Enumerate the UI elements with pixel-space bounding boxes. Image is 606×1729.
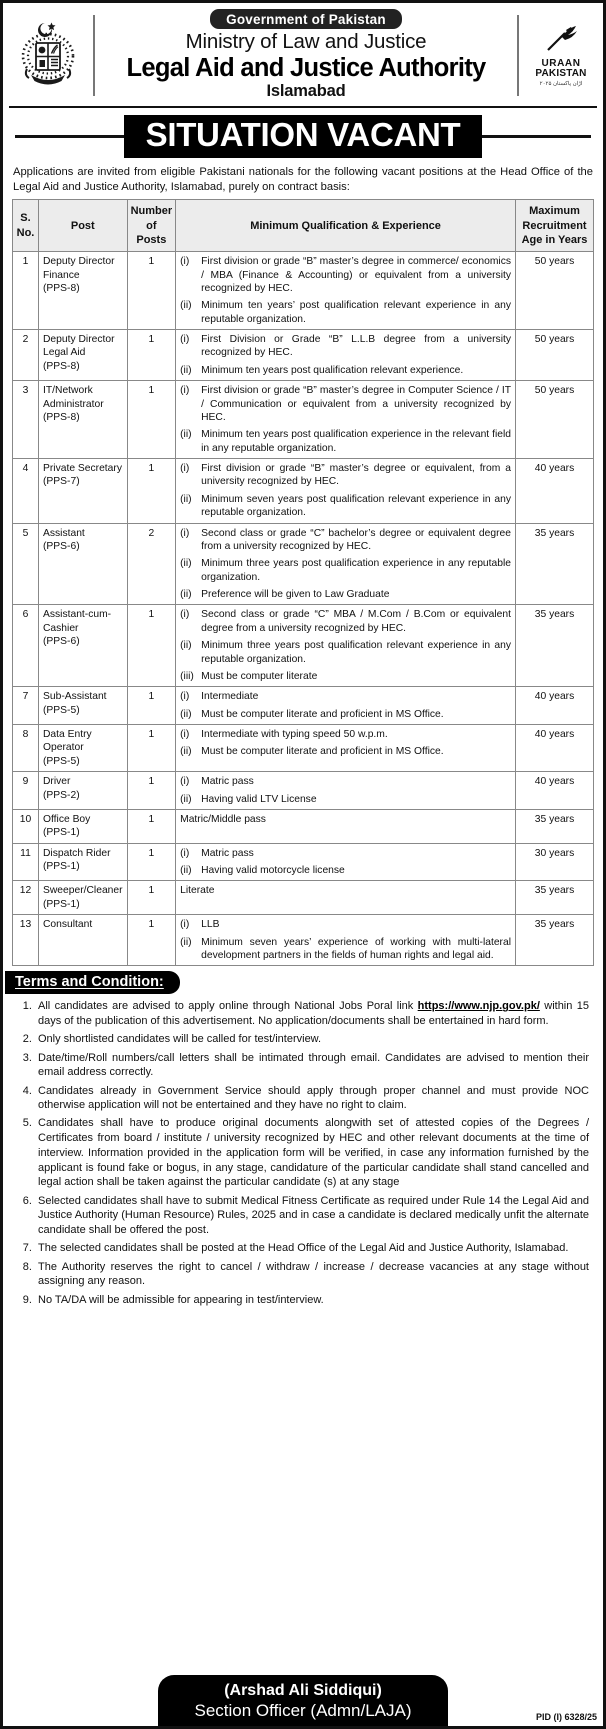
cell-qualification xyxy=(176,523,516,605)
cell-post xyxy=(39,252,128,330)
city-label: Islamabad xyxy=(266,82,346,100)
cell-sno: 2 xyxy=(13,330,39,381)
qualification-item xyxy=(180,557,511,584)
page-header xyxy=(3,3,603,104)
qualification-item xyxy=(180,918,511,931)
qualification-item xyxy=(180,670,511,683)
qualification-text: Preference will be given to Law Graduate xyxy=(201,589,390,601)
table-row xyxy=(13,772,594,810)
post-pay-scale: (PPS-6) xyxy=(43,636,80,648)
cell-post xyxy=(39,881,128,915)
terms-item-text: Candidates already in Government Service should apply through proper channel and must provide NOC otherwise application will not be entertained and they have no right to claim. xyxy=(38,1084,589,1112)
qualification-text: First Division or Grade “B” L.L.B degree from a university recognized by HEC. xyxy=(201,334,511,359)
uraan-bird-icon xyxy=(538,24,584,54)
terms-item xyxy=(35,1241,589,1256)
qualification-text: Must be computer literate and proficient in MS Office. xyxy=(201,708,444,720)
qualification-marker: (ii) xyxy=(180,589,192,601)
post-title: Office Boy xyxy=(43,813,91,825)
qualification-item xyxy=(180,745,511,758)
qualification-item xyxy=(180,588,511,601)
post-title: Deputy Director Finance xyxy=(43,256,115,281)
post-title: Sub-Assistant xyxy=(43,691,107,703)
post-pay-scale: (PPS-8) xyxy=(43,360,80,372)
qualification-marker: (i) xyxy=(180,609,190,621)
cell-number-of-posts: 1 xyxy=(127,881,176,915)
cell-qualification xyxy=(176,881,516,915)
terms-item xyxy=(35,1260,589,1289)
post-pay-scale: (PPS-6) xyxy=(43,540,80,552)
ministry-title: Ministry of Law and Justice xyxy=(185,30,427,53)
cell-qualification xyxy=(176,772,516,810)
qualification-item xyxy=(180,884,511,897)
cell-sno: 6 xyxy=(13,605,39,687)
cell-post xyxy=(39,459,128,524)
qualification-marker: (ii) xyxy=(180,793,192,805)
qualification-text: Second class or grade “C” MBA / M.Com / B.Com or equivalent degree from a university recognized by HEC. xyxy=(201,609,511,634)
terms-item xyxy=(35,1084,589,1113)
terms-item-text: Date/time/Roll numbers/call letters shall be intimated through email. Candidates are advised to mention their email address correctly. xyxy=(38,1051,589,1079)
cell-max-age: 30 years xyxy=(516,843,594,881)
pakistan-state-emblem-icon xyxy=(11,18,85,92)
col-header-age: Maximum Recruitment Age in Years xyxy=(516,200,594,252)
uraan-urdu-text: اڑان پاکستان ۲۰۲۵ xyxy=(539,80,583,87)
qualification-item xyxy=(180,608,511,635)
jobs-table-body xyxy=(13,252,594,966)
table-row xyxy=(13,881,594,915)
cell-max-age: 35 years xyxy=(516,523,594,605)
cell-qualification xyxy=(176,843,516,881)
post-title: Data Entry Operator xyxy=(43,729,92,754)
post-pay-scale: (PPS-1) xyxy=(43,898,80,910)
cell-number-of-posts: 1 xyxy=(127,381,176,459)
banner-rule-left xyxy=(15,135,124,138)
qualification-text: Minimum seven years’ experience of working with multi-lateral development partners in the fields of human rights and legal aid. xyxy=(201,936,511,961)
table-row xyxy=(13,843,594,881)
terms-list xyxy=(15,999,589,1307)
post-pay-scale: (PPS-1) xyxy=(43,861,80,873)
qualification-item xyxy=(180,813,511,826)
post-title: Dispatch Rider xyxy=(43,847,111,859)
situation-vacant-banner-row xyxy=(3,108,603,162)
post-title: Assistant xyxy=(43,527,85,539)
cell-max-age: 50 years xyxy=(516,330,594,381)
terms-and-conditions-heading: Terms and Condition: xyxy=(5,971,180,994)
terms-item xyxy=(35,1116,589,1190)
qualification-item xyxy=(180,708,511,721)
post-pay-scale: (PPS-2) xyxy=(43,789,80,801)
qualification-marker: (i) xyxy=(180,334,190,346)
cell-number-of-posts: 1 xyxy=(127,725,176,772)
qualification-text: Intermediate with typing speed 50 w.p.m. xyxy=(201,729,388,741)
cell-qualification xyxy=(176,459,516,524)
cell-qualification xyxy=(176,725,516,772)
qualification-text: Minimum ten years post qualification relevant experience. xyxy=(201,364,464,376)
cell-sno: 7 xyxy=(13,687,39,725)
jobs-table xyxy=(12,199,594,966)
cell-sno: 1 xyxy=(13,252,39,330)
post-pay-scale: (PPS-1) xyxy=(43,827,80,839)
header-titles xyxy=(103,9,509,102)
qualification-text: Minimum three years post qualification experience in any reputable organization. xyxy=(201,558,511,583)
cell-sno: 11 xyxy=(13,843,39,881)
qualification-marker: (iii) xyxy=(180,670,194,682)
table-row xyxy=(13,381,594,459)
qualification-text: LLB xyxy=(201,919,220,931)
cell-qualification xyxy=(176,330,516,381)
terms-item xyxy=(35,1194,589,1238)
table-header-row xyxy=(13,200,594,252)
table-row xyxy=(13,725,594,772)
col-header-post: Post xyxy=(39,200,128,252)
cell-max-age: 40 years xyxy=(516,772,594,810)
signatory-designation: Section Officer (Admn/LAJA) xyxy=(194,1700,412,1720)
cell-max-age: 40 years xyxy=(516,687,594,725)
table-row xyxy=(13,330,594,381)
qualification-item xyxy=(180,690,511,703)
uraan-pakistan-logo xyxy=(527,24,595,87)
qualification-marker: (ii) xyxy=(180,936,192,948)
cell-post xyxy=(39,687,128,725)
qualification-text: Having valid LTV License xyxy=(201,793,317,805)
cell-number-of-posts: 1 xyxy=(127,605,176,687)
qualification-text: Minimum three years post qualification relevant experience in any reputable organization. xyxy=(201,640,511,665)
qualification-item xyxy=(180,864,511,877)
terms-item-text: Candidates shall have to produce original documents alongwith set of attested copies of the Degrees / Certificates from board / institute / university recognized by HEC and other relevant documents at the time of interview. Information provided in the application form will be verified, in case any information furnished by the applicant is found fake or bogus, in any stage, candidature of the particular candidate shall stand cancelled and legal action shall be taken against the particular candidate (s) at any stage xyxy=(38,1117,589,1189)
uraan-line1: URAAN xyxy=(541,57,581,69)
qualification-marker: (i) xyxy=(180,847,190,859)
post-pay-scale: (PPS-8) xyxy=(43,282,80,294)
jobs-table-wrapper xyxy=(3,199,603,966)
qualification-item xyxy=(180,793,511,806)
cell-qualification xyxy=(176,809,516,843)
qualification-marker: (i) xyxy=(180,527,190,539)
terms-item-text: Selected candidates shall have to submit Medical Fitness Certificate as required under Rule 14 the Legal Aid and Justice Authority (Human Resource) Rules, 2025 and in case a candidate is declared medically unfit the alternate candidate shall be offered the post. xyxy=(38,1194,589,1237)
cell-number-of-posts: 1 xyxy=(127,252,176,330)
col-header-qualification: Minimum Qualification & Experience xyxy=(176,200,516,252)
qualification-item xyxy=(180,299,511,326)
cell-max-age: 35 years xyxy=(516,881,594,915)
cell-max-age: 40 years xyxy=(516,459,594,524)
qualification-marker: (i) xyxy=(180,919,190,931)
post-pay-scale: (PPS-5) xyxy=(43,755,80,767)
cell-qualification xyxy=(176,915,516,966)
cell-qualification xyxy=(176,605,516,687)
cell-max-age: 35 years xyxy=(516,605,594,687)
qualification-text: First division or grade “B” master’s degree in Computer Science / IT / Communication or equivalent from a university recognized by HEC. xyxy=(201,385,511,423)
qualification-item xyxy=(180,847,511,860)
qualification-item xyxy=(180,728,511,741)
qualification-item xyxy=(180,462,511,489)
authority-title: Legal Aid and Justice Authority xyxy=(126,53,486,82)
cell-sno: 8 xyxy=(13,725,39,772)
qualification-marker: (i) xyxy=(180,729,190,741)
qualification-marker: (ii) xyxy=(180,300,192,312)
terms-item xyxy=(35,1032,589,1047)
table-row xyxy=(13,459,594,524)
cell-post xyxy=(39,915,128,966)
cell-post xyxy=(39,843,128,881)
qualification-item xyxy=(180,384,511,424)
qualification-text: Intermediate xyxy=(201,691,259,703)
qualification-text: Second class or grade “C” bachelor’s degree or equivalent degree from a university recognized by HEC. xyxy=(201,527,511,552)
cell-post xyxy=(39,330,128,381)
uraan-line2: PAKISTAN xyxy=(535,68,587,80)
qualification-item xyxy=(180,428,511,455)
signatory-name: (Arshad Ali Siddiqui) xyxy=(224,1681,382,1699)
post-title: Sweeper/Cleaner xyxy=(43,885,123,897)
qualification-marker: (ii) xyxy=(180,746,192,758)
cell-number-of-posts: 1 xyxy=(127,809,176,843)
qualification-marker: (ii) xyxy=(180,429,192,441)
qualification-text: Matric pass xyxy=(201,847,254,859)
signature-block xyxy=(158,1675,448,1726)
jobs-table-head xyxy=(13,200,594,252)
situation-vacant-title: SITUATION VACANT xyxy=(124,115,483,158)
cell-number-of-posts: 1 xyxy=(127,843,176,881)
cell-sno: 12 xyxy=(13,881,39,915)
cell-qualification xyxy=(176,381,516,459)
terms-item-text-cont: within 15 days of the publication of this advertisement. No application/documents shall be entertained in hard form. xyxy=(38,1000,589,1028)
qualification-text: First division or grade “B” master’s degree in commerce/ economics / MBA (Finance & Accounting) or equivalent from a university recognized by HEC. xyxy=(201,256,511,294)
banner-rule-right xyxy=(482,135,591,138)
qualification-text: Minimum ten years’ post qualification relevant experience in any reputable organization. xyxy=(201,300,511,325)
cell-max-age: 50 years xyxy=(516,252,594,330)
intro-paragraph: Applications are invited from eligible Pakistani nationals for the following vacant positions at the Head Office of the Legal Aid and Justice Authority, Islamabad, purely on contract basis: xyxy=(13,165,593,193)
qualification-text: Must be computer literate xyxy=(201,670,318,682)
cell-sno: 5 xyxy=(13,523,39,605)
cell-sno: 4 xyxy=(13,459,39,524)
cell-post xyxy=(39,381,128,459)
post-pay-scale: (PPS-5) xyxy=(43,704,80,716)
table-row xyxy=(13,252,594,330)
terms-item-text: Only shortlisted candidates will be called for test/interview. xyxy=(38,1033,322,1046)
cell-number-of-posts: 1 xyxy=(127,330,176,381)
qualification-item xyxy=(180,493,511,520)
cell-sno: 9 xyxy=(13,772,39,810)
terms-item xyxy=(35,1051,589,1080)
header-divider-left xyxy=(93,15,95,96)
qualification-item xyxy=(180,936,511,963)
col-header-number: Number of Posts xyxy=(127,200,176,252)
cell-qualification xyxy=(176,252,516,330)
cell-post xyxy=(39,523,128,605)
qualification-marker: (ii) xyxy=(180,558,192,570)
qualification-item xyxy=(180,255,511,295)
qualification-marker: (ii) xyxy=(180,493,192,505)
qualification-item xyxy=(180,775,511,788)
qualification-text: Literate xyxy=(180,885,215,897)
qualification-marker: (ii) xyxy=(180,708,192,720)
terms-item xyxy=(35,999,589,1028)
table-row xyxy=(13,915,594,966)
table-row xyxy=(13,523,594,605)
qualification-item xyxy=(180,364,511,377)
qualification-text: Minimum ten years post qualification experience in the relevant field in any reputable organization. xyxy=(201,429,511,454)
post-title: IT/Network Administrator xyxy=(43,385,104,410)
qualification-text: Minimum seven years post qualification relevant experience in any reputable organization. xyxy=(201,493,511,519)
government-of-pakistan-label: Government of Pakistan xyxy=(210,9,402,29)
post-pay-scale: (PPS-8) xyxy=(43,411,80,423)
terms-item-text: No TA/DA will be admissible for appearing in test/interview. xyxy=(38,1293,324,1306)
qualification-marker: (i) xyxy=(180,691,190,703)
cell-post xyxy=(39,772,128,810)
cell-max-age: 35 years xyxy=(516,809,594,843)
cell-sno: 10 xyxy=(13,809,39,843)
cell-number-of-posts: 1 xyxy=(127,687,176,725)
qualification-text: First division or grade “B” master’s degree or equivalent, from a university recognized by HEC. xyxy=(201,463,511,488)
terms-heading-row xyxy=(3,966,603,994)
table-row xyxy=(13,687,594,725)
page-footer xyxy=(3,1669,603,1726)
cell-max-age: 40 years xyxy=(516,725,594,772)
qualification-text: Having valid motorcycle license xyxy=(201,865,345,877)
qualification-item xyxy=(180,639,511,666)
qualification-marker: (ii) xyxy=(180,640,192,652)
header-divider-right xyxy=(517,15,519,96)
cell-sno: 13 xyxy=(13,915,39,966)
qualification-text: Matric/Middle pass xyxy=(180,813,266,825)
qualification-marker: (i) xyxy=(180,385,190,397)
post-title: Consultant xyxy=(43,919,93,931)
njp-portal-link[interactable]: https://www.njp.gov.pk/ xyxy=(417,1000,540,1013)
qualification-marker: (i) xyxy=(180,776,190,788)
table-row xyxy=(13,809,594,843)
table-row xyxy=(13,605,594,687)
qualification-marker: (ii) xyxy=(180,865,192,877)
qualification-marker: (i) xyxy=(180,256,190,268)
terms-item-text: All candidates are advised to apply online through National Jobs Poral link xyxy=(38,1000,418,1013)
cell-number-of-posts: 1 xyxy=(127,915,176,966)
pid-number: PID (I) 6328/25 xyxy=(535,1712,597,1722)
qualification-text: Must be computer literate and proficient in MS Office. xyxy=(201,746,444,758)
post-pay-scale: (PPS-7) xyxy=(43,476,80,488)
col-header-sno: S. No. xyxy=(13,200,39,252)
cell-max-age: 35 years xyxy=(516,915,594,966)
cell-post xyxy=(39,725,128,772)
qualification-item xyxy=(180,333,511,360)
terms-item xyxy=(35,1293,589,1308)
qualification-text: Matric pass xyxy=(201,776,254,788)
qualification-marker: (ii) xyxy=(180,364,192,376)
cell-number-of-posts: 1 xyxy=(127,772,176,810)
qualification-marker: (i) xyxy=(180,463,190,475)
post-title: Driver xyxy=(43,776,71,788)
cell-number-of-posts: 2 xyxy=(127,523,176,605)
cell-number-of-posts: 1 xyxy=(127,459,176,524)
post-title: Private Secretary xyxy=(43,463,122,475)
cell-qualification xyxy=(176,687,516,725)
cell-post xyxy=(39,605,128,687)
cell-sno: 3 xyxy=(13,381,39,459)
cell-max-age: 50 years xyxy=(516,381,594,459)
post-title: Assistant-cum-Cashier xyxy=(43,609,112,634)
post-title: Deputy Director Legal Aid xyxy=(43,334,115,359)
terms-item-text: The selected candidates shall be posted at the Head Office of the Legal Aid and Justice Authority, Islamabad. xyxy=(38,1242,569,1255)
qualification-item xyxy=(180,527,511,554)
cell-post xyxy=(39,809,128,843)
terms-item-text: The Authority reserves the right to cancel / withdraw / increase / decrease vacancies at any stage without assigning any reason. xyxy=(38,1260,589,1288)
